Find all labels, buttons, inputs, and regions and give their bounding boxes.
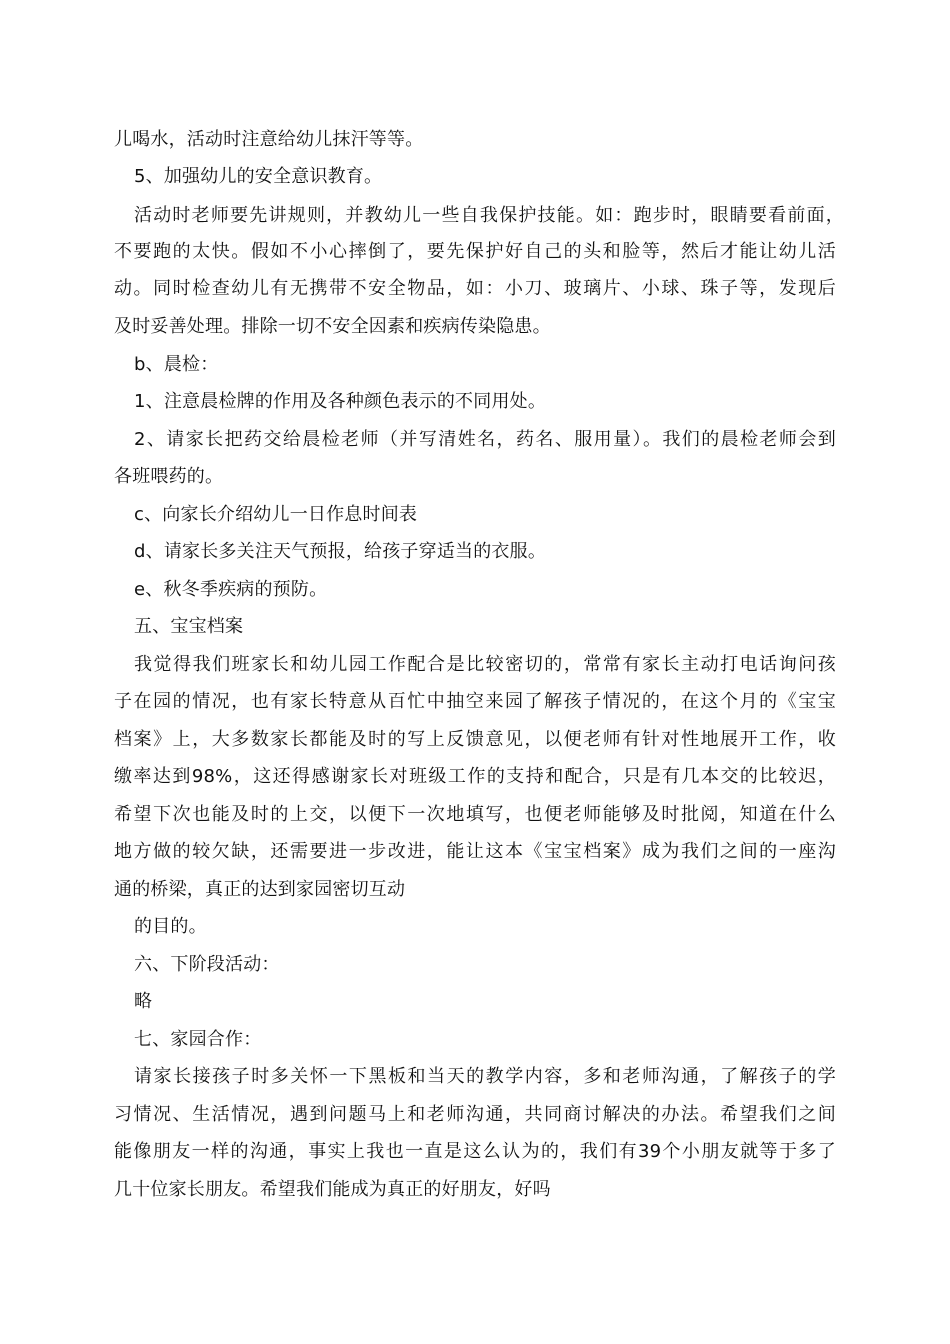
text-line-7: b、晨检：	[134, 354, 219, 375]
text-line-6: 及时妥善处理。排除一切不安全因素和疾病传染隐患。	[114, 316, 551, 337]
section-heading-home-school: 七、家园合作：	[134, 1029, 262, 1050]
text-line-1: 儿喝水，活动时注意给幼儿抹汗等等。	[114, 129, 424, 150]
text-line-13: e、秋冬季疾病的预防。	[134, 579, 328, 600]
text-line-9: 2、请家长把药交给晨检老师（并写清姓名，药名、服用量）。我们的晨检老师会到	[134, 429, 836, 450]
text-line-24: 略	[134, 991, 153, 1012]
text-line-22: 的目的。	[134, 916, 207, 937]
text-line-18: 缴率达到98%，这还得感谢家长对班级工作的支持和配合，只是有几本交的比较迟，	[114, 766, 836, 787]
text-line-5: 动。同时检查幼儿有无携带不安全物品，如：小刀、玻璃片、小球、珠子等，发现后	[114, 278, 836, 299]
text-line-10: 各班喂药的。	[114, 466, 224, 487]
section-heading-next-stage: 六、下阶段活动：	[134, 954, 280, 975]
text-line-19: 希望下次也能及时的上交，以便下一次地填写，也便老师能够及时批阅，知道在什么	[114, 804, 836, 825]
text-line-4: 不要跑的太快。假如不小心摔倒了，要先保护好自己的头和脸等，然后才能让幼儿活	[114, 241, 836, 262]
text-line-27: 习情况、生活情况，遇到问题马上和老师沟通，共同商讨解决的办法。希望我们之间	[114, 1104, 836, 1125]
text-line-12: d、请家长多关注天气预报，给孩子穿适当的衣服。	[134, 541, 547, 562]
text-line-11: c、向家长介绍幼儿一日作息时间表	[134, 504, 418, 525]
text-line-20: 地方做的较欠缺，还需要进一步改进，能让这本《宝宝档案》成为我们之间的一座沟	[114, 841, 836, 862]
text-line-28: 能像朋友一样的沟通，事实上我也一直是这么认为的，我们有39个小朋友就等于多了	[114, 1141, 836, 1162]
text-line-26: 请家长接孩子时多关怀一下黑板和当天的教学内容，多和老师沟通，了解孩子的学	[134, 1066, 836, 1087]
text-line-8: 1、注意晨检牌的作用及各种颜色表示的不同用处。	[134, 391, 547, 412]
text-line-29: 几十位家长朋友。希望我们能成为真正的好朋友，好吗	[114, 1179, 551, 1200]
text-line-3: 活动时老师要先讲规则，并教幼儿一些自我保护技能。如：跑步时，眼睛要看前面，	[134, 205, 844, 226]
section-heading-baobao-dangan: 五、宝宝档案	[134, 616, 244, 637]
text-line-21: 通的桥梁，真正的达到家园密切互动	[114, 879, 406, 900]
text-line-15: 我觉得我们班家长和幼儿园工作配合是比较密切的，常常有家长主动打电话询问孩	[134, 654, 836, 675]
text-line-17: 档案》上，大多数家长都能及时的写上反馈意见，以便老师有针对性地展开工作，收	[114, 729, 836, 750]
text-line-2: 5、加强幼儿的安全意识教育。	[134, 166, 383, 187]
text-line-16: 子在园的情况，也有家长特意从百忙中抽空来园了解孩子情况的，在这个月的《宝宝	[114, 691, 836, 712]
